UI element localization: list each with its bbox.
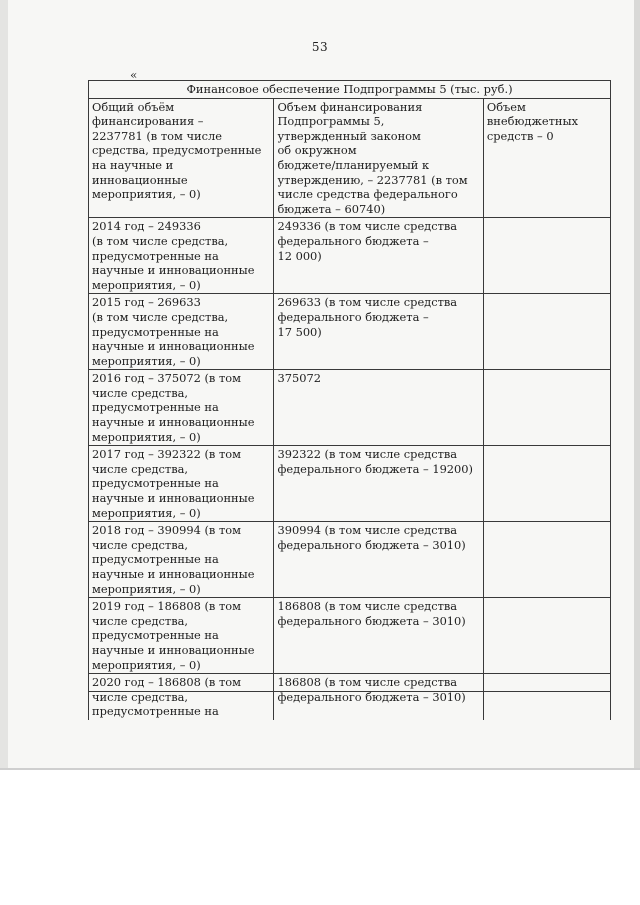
header-approved-funding: Объем финансирования Подпрограммы 5, утвержденный законом об окружном бюджете/планируемый к утверждению, – 2237781 (в том числе средства федерального бюджета – 60740) [274,98,483,218]
year-extrabudget-cell [483,522,610,598]
year-total-cell: 2016 год – 375072 (в том числе средства, предусмотренные на научные и инновационные мероприятия, – 0) [89,370,274,446]
year-total-cell: 2020 год – 186808 (в том числе средства, предусмотренные на [89,674,274,720]
year-extrabudget-cell [483,218,610,294]
year-total-cell: 2019 год – 186808 (в том числе средства, предусмотренные на научные и инновационные мероприятия, – 0) [89,598,274,674]
year-budget-cell: 390994 (в том числе средства федерального бюджета – 3010) [274,522,483,598]
table-row [89,218,611,294]
year-budget-cell: 375072 [274,370,483,446]
table-row [89,370,611,446]
year-total-cell: 2018 год – 390994 (в том числе средства, предусмотренные на научные и инновационные мероприятия, – 0) [89,522,274,598]
table-row [89,598,611,674]
year-extrabudget-cell [483,674,610,720]
table-bottom-border [88,691,611,692]
table-row [89,446,611,522]
year-total-cell: 2015 год – 269633 (в том числе средства, предусмотренные на научные и инновационные мероприятия, – 0) [89,294,274,370]
page-number: 53 [311,40,329,54]
header-total-funding: Общий объём финансирования – 2237781 (в том числе средства, предусмотренные на научные и инновационные мероприятия, – 0) [89,98,274,218]
year-budget-cell: 269633 (в том числе средства федерального бюджета – 17 500) [274,294,483,370]
year-budget-cell: 186808 (в том числе средства федерального бюджета – 3010) [274,674,483,720]
year-extrabudget-cell [483,446,610,522]
year-extrabudget-cell [483,294,610,370]
year-budget-cell: 249336 (в том числе средства федерального бюджета – 12 000) [274,218,483,294]
financing-table [88,80,611,720]
year-extrabudget-cell [483,370,610,446]
table-row [89,522,611,598]
year-total-cell: 2014 год – 249336 (в том числе средства, предусмотренные на научные и инновационные мероприятия, – 0) [89,218,274,294]
header-extrabudgetary: Объем внебюджетных средств – 0 [483,98,610,218]
year-budget-cell: 186808 (в том числе средства федерального бюджета – 3010) [274,598,483,674]
table-row [89,294,611,370]
table-header-row [89,98,611,218]
quote-mark: « [130,68,138,82]
year-budget-cell: 392322 (в том числе средства федерального бюджета – 19200) [274,446,483,522]
year-extrabudget-cell [483,598,610,674]
table-title-row [89,81,611,99]
year-total-cell: 2017 год – 392322 (в том числе средства, предусмотренные на научные и инновационные мероприятия, – 0) [89,446,274,522]
table-row [89,674,611,720]
scan-edge-right [634,0,640,768]
scan-edge-left [0,0,8,768]
table-title: Финансовое обеспечение Подпрограммы 5 (тыс. руб.) [89,81,611,99]
